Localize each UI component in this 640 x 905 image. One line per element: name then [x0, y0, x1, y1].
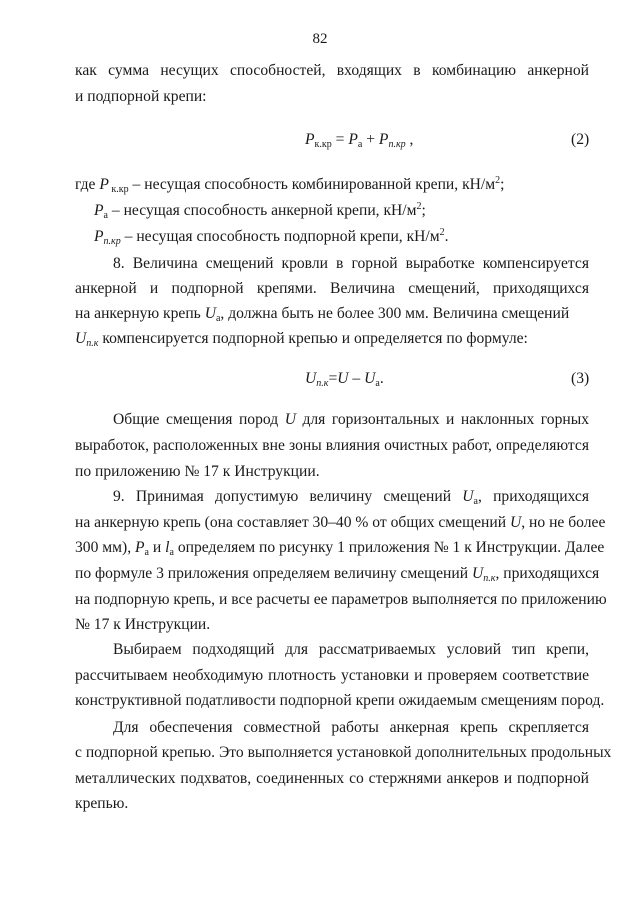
subscript: а: [169, 547, 174, 558]
text-span: на анкерную крепь (она составляет 30–40 % от общих смещений: [75, 514, 510, 531]
formula-operator: =: [328, 370, 338, 387]
formula-symbol: P: [305, 131, 315, 148]
formula-operator: =: [331, 131, 349, 148]
text-line: [75, 744, 612, 762]
equation-number: (3): [571, 370, 590, 387]
symbol: P: [94, 202, 104, 219]
formula-symbol: P: [348, 131, 358, 148]
text-span: – несущая способность подпорной крепи, кН/м: [120, 228, 440, 245]
symbol: P: [94, 228, 104, 245]
formula-operator: +: [362, 131, 379, 148]
text-span: по формуле 3 приложения определяем величину смещений: [75, 565, 472, 582]
text-span: 300 мм),: [75, 539, 136, 556]
formula-subscript: а: [375, 378, 380, 389]
text-line: [75, 280, 589, 298]
subscript: п.к: [483, 573, 496, 584]
formula-subscript: п.к: [316, 378, 329, 389]
text-line: [75, 565, 600, 584]
text-span: и: [149, 539, 166, 556]
text-line: [113, 719, 589, 737]
text-line: [75, 591, 607, 609]
symbol: U: [204, 305, 216, 322]
text-line: [75, 463, 589, 481]
formula-2: [305, 131, 413, 149]
symbol: l: [165, 539, 170, 556]
text-span: – несущая способность анкерной крепи, кН/м: [107, 202, 417, 219]
text-line: [75, 514, 606, 532]
symbol: P: [99, 176, 109, 193]
definition-line: [94, 228, 608, 246]
text-line: [75, 692, 605, 710]
subscript: п.кр: [103, 236, 121, 247]
text-span: с подпорной крепью. Это выполняется установкой дополнительных продольных: [75, 744, 612, 761]
text-line: [75, 539, 605, 558]
formula-operator: –: [348, 370, 365, 387]
subscript: а: [473, 496, 478, 507]
superscript: 2: [416, 201, 422, 212]
text-line: [75, 795, 589, 813]
text-span: , должна быть не более 300 мм. Величина смещений: [220, 305, 570, 322]
text-line: [75, 330, 589, 348]
symbol: U: [471, 565, 484, 582]
text-span: .: [444, 228, 449, 245]
subscript: а: [215, 313, 221, 324]
text-span: , но не более: [521, 514, 606, 531]
formula-symbol: P: [378, 131, 389, 148]
text-span: конструктивной податливости подпорной крепи ожидаемым смещениям пород.: [75, 692, 605, 709]
text-span: Для обеспечения совместной работы анкерная крепь скрепляется: [113, 719, 589, 736]
text-span: металлических подхватов, соединенных со стержнями анкеров и подпорной: [75, 770, 589, 787]
symbol: U: [462, 488, 474, 505]
text-span: Общие смещения пород: [113, 411, 285, 428]
symbol: P: [135, 539, 145, 556]
text-span: компенсируется подпорной крепью и определяется по формуле:: [98, 330, 528, 347]
text-line: [113, 411, 589, 429]
definition-line: [94, 202, 608, 220]
equation-number: (2): [571, 131, 590, 148]
text-span: на анкерную крепь: [75, 305, 205, 322]
text-span: ;: [500, 176, 505, 193]
subscript: к.кр: [108, 184, 129, 195]
text-line: [75, 62, 589, 80]
text-span: , приходящихся: [495, 565, 600, 582]
text-span: как сумма несущих способностей, входящих в комбинацию анкерной: [75, 62, 589, 79]
page-number: 82: [312, 31, 328, 47]
superscript: 2: [495, 175, 501, 186]
text-line: [75, 616, 589, 634]
text-span: крепью.: [75, 795, 129, 812]
formula-3: [305, 370, 384, 388]
symbol: U: [509, 514, 522, 531]
text-span: Выбираем подходящий для рассматриваемых условий тип крепи,: [113, 641, 589, 658]
text-line: [113, 488, 589, 506]
text-span: для горизонтальных и наклонных горных: [295, 411, 589, 428]
text-line: [75, 770, 589, 788]
text-line: [75, 305, 589, 323]
formula-punct: ,: [405, 131, 414, 148]
formula-subscript: а: [357, 139, 363, 150]
subscript: п.к: [86, 338, 99, 349]
text-line: [113, 255, 589, 273]
symbol: U: [75, 330, 87, 347]
text-span: 8. Величина смещений кровли в горной выработке компенсируется: [113, 255, 589, 272]
text-line: [75, 437, 589, 455]
text-line: [113, 641, 589, 659]
text-line: [75, 88, 589, 106]
formula-punct: .: [379, 370, 384, 387]
definition-line: [75, 176, 589, 194]
formula-subscript: к.кр: [314, 139, 332, 150]
text-span: где: [75, 176, 100, 193]
text-span: рассчитываем необходимую плотность установки и проверяем соответствие: [75, 667, 589, 684]
text-span: выработок, расположенных вне зоны влияния очистных работ, определяются: [75, 437, 589, 454]
text-span: ;: [421, 202, 426, 219]
text-span: анкерной и подпорной крепями. Величина смещений, приходящихся: [75, 280, 589, 297]
text-span: определяем по рисунку 1 приложения № 1 к Инструкции. Далее: [173, 539, 605, 556]
superscript: 2: [439, 227, 445, 238]
text-span: и подпорной крепи:: [75, 88, 207, 105]
text-span: 9. Принимая допустимую величину смещений: [113, 488, 463, 505]
formula-symbol: U: [337, 370, 349, 387]
subscript: а: [144, 547, 149, 558]
text-span: , приходящихся: [477, 488, 590, 505]
formula-symbol: U: [364, 370, 376, 387]
text-line: [75, 667, 589, 685]
text-span: № 17 к Инструкции.: [75, 616, 211, 633]
subscript: а: [103, 210, 108, 221]
text-span: – несущая способность комбинированной крепи, кН/м: [128, 176, 496, 193]
formula-symbol: U: [305, 370, 317, 387]
symbol: U: [284, 411, 296, 428]
text-span: на подпорную крепь, и все расчеты ее параметров выполняется по приложению: [75, 591, 607, 608]
formula-subscript: п.кр: [388, 139, 406, 150]
text-span: по приложению № 17 к Инструкции.: [75, 463, 320, 480]
